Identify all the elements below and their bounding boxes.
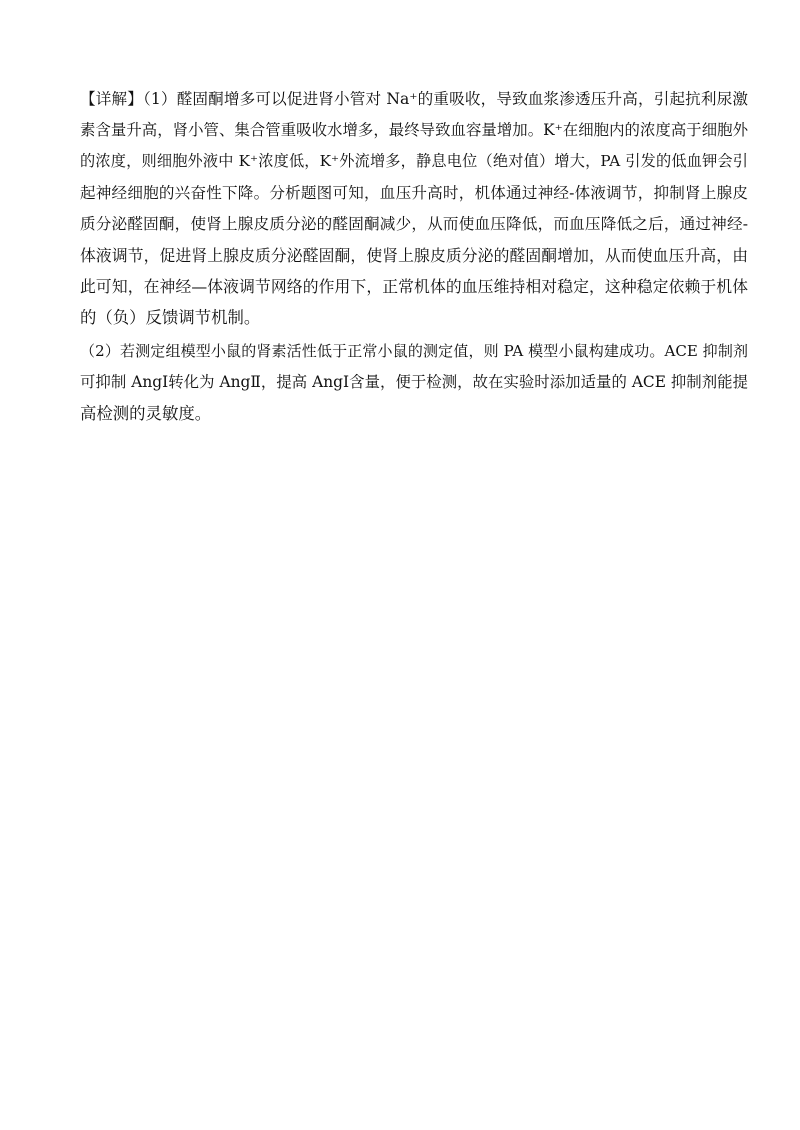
paragraph-1-line-1-text: （1）醛固酮增多可以促进肾小管对 Na⁺的重吸收，导致血浆渗透压升高，引起抗利尿激 [142, 90, 748, 108]
paragraph-2-line-2: 可抑制 AngⅠ转化为 AngⅡ，提高 AngⅠ含量，便于检测，故在实验时添加适量的 ACE 抑制剂能提 [80, 372, 748, 391]
paragraph-2 [80, 336, 748, 430]
paragraph-1-line-8: 的（负）反馈调节机制。 [80, 308, 261, 328]
paragraph-1 [80, 84, 748, 334]
paragraph-2-line-1: （2）若测定组模型小鼠的肾素活性低于正常小鼠的测定值，则 PA 模型小鼠构建成功。ACE 抑制剂 [80, 341, 748, 360]
paragraph-1-line-1 [80, 84, 748, 115]
paragraph-1-line-7: 此可知，在神经—体液调节网络的作用下，正常机体的血压维持相对稳定，这种稳定依赖于机体 [80, 277, 748, 297]
document-body [80, 84, 748, 429]
paragraph-1-line-4: 起神经细胞的兴奋性下降。分析题图可知，血压升高时，机体通过神经-体液调节，抑制肾上腺皮 [80, 183, 748, 202]
detail-heading-tag: 【详解】 [80, 90, 143, 108]
paragraph-1-line-5: 质分泌醛固酮，使肾上腺皮质分泌的醛固酮减少，从而使血压降低，而血压降低之后，通过神经- [80, 214, 748, 233]
paragraph-1-line-3: 的浓度，则细胞外液中 K⁺浓度低，K⁺外流增多，静息电位（绝对值）增大，PA 引发的低血钾会引 [80, 152, 748, 171]
paragraph-2-line-3: 高检测的灵敏度。 [80, 404, 212, 424]
paragraph-1-line-6: 体液调节，促进肾上腺皮质分泌醛固酮，使肾上腺皮质分泌的醛固酮增加，从而使血压升高，由 [80, 246, 748, 266]
paragraph-1-line-2: 素含量升高，肾小管、集合管重吸收水增多，最终导致血容量增加。K⁺在细胞内的浓度高于细胞外 [80, 121, 748, 140]
